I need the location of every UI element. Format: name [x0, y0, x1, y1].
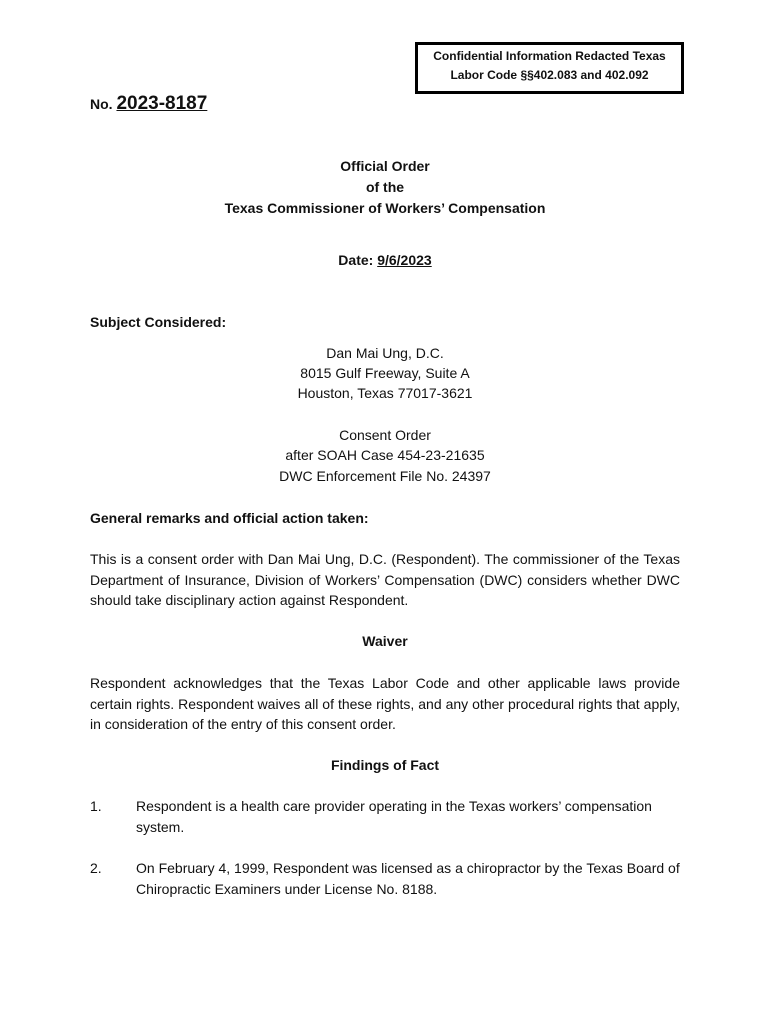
- date-value: 9/6/2023: [377, 252, 432, 268]
- title-line3: Texas Commissioner of Workers’ Compensation: [224, 200, 546, 216]
- finding-number: 1.: [90, 798, 102, 814]
- findings-heading: Findings of Fact: [330, 757, 440, 773]
- order-number-value: 2023-8187: [116, 93, 208, 114]
- date-label: Date:: [338, 252, 374, 268]
- title-line1: Official Order: [340, 158, 430, 174]
- finding-text: On February 4, 1999, Respondent was licensed as a chiropractor by the Texas Board of Chiropractic Examiners under License No. 8188.: [136, 860, 680, 897]
- general-remarks-heading: General remarks and official action taken:: [90, 510, 369, 526]
- waiver-heading: Waiver: [362, 633, 408, 649]
- subject-order-type: Consent Order: [339, 427, 431, 443]
- finding-text: Respondent is a health care provider operating in the Texas workers’ compensation system.: [136, 798, 652, 835]
- order-number-label: No.: [90, 96, 113, 112]
- redaction-notice-line2: Labor Code §§402.083 and 402.092: [450, 67, 649, 82]
- waiver-text: Respondent acknowledges that the Texas Labor Code and other applicable laws provide certain rights. Respondent waives all of these rights, and any other procedural rights that apply, in consideration of the entry of this consent order.: [90, 675, 680, 732]
- subject-address1: 8015 Gulf Freeway, Suite A: [300, 365, 470, 381]
- subject-name: Dan Mai Ung, D.C.: [326, 345, 444, 361]
- order-date: [90, 250, 680, 271]
- redaction-notice-box: [415, 42, 684, 94]
- subject-heading: Subject Considered:: [90, 314, 227, 330]
- subject-soah-case: after SOAH Case 454-23-21635: [285, 447, 485, 463]
- subject-enforcement-file: DWC Enforcement File No. 24397: [279, 468, 491, 484]
- subject-address2: Houston, Texas 77017-3621: [297, 385, 473, 401]
- title-line2: of the: [365, 179, 405, 195]
- order-number: [90, 94, 207, 115]
- redaction-notice-line1: Confidential Information Redacted Texas: [433, 49, 666, 63]
- finding-number: 2.: [90, 860, 102, 876]
- general-remarks-text: This is a consent order with Dan Mai Ung, D.C. (Respondent). The commissioner of the Texas Department of Insurance, Division of Workers’ Compensation (DWC) considers whether DWC should take disciplinary action against Respondent.: [90, 551, 680, 608]
